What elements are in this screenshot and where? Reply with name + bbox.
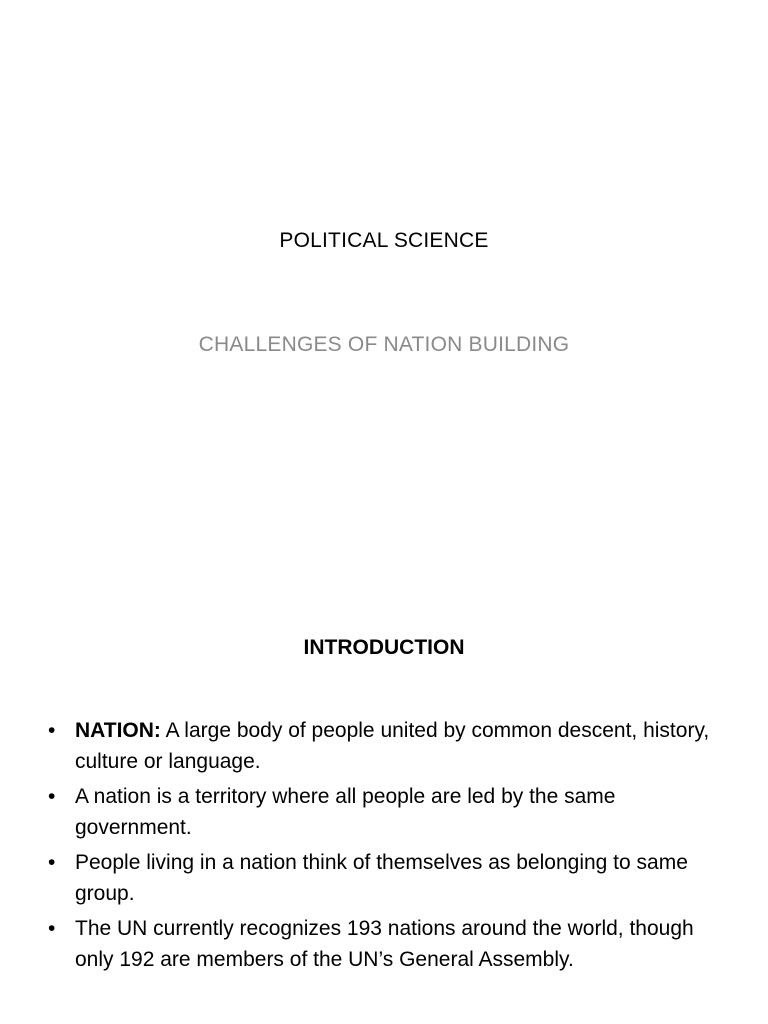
bullet-item [48, 914, 728, 975]
introduction-slide [0, 576, 768, 1024]
slide-subtitle: CHALLENGES OF NATION BUILDING [198, 333, 570, 356]
bullet-text: A nation is a territory where all people are led by the same government. [75, 785, 616, 839]
bullet-item [48, 716, 728, 777]
slide-title: POLITICAL SCIENCE [279, 229, 489, 252]
bullet-icon: • [48, 785, 56, 808]
bullet-icon: • [48, 719, 56, 742]
bullet-item [48, 848, 728, 909]
bullet-term: NATION: [75, 719, 161, 742]
bullet-text: People living in a nation think of themselves as belonging to same group. [75, 851, 688, 905]
bullet-list [48, 716, 728, 980]
bullet-item [48, 782, 728, 843]
introduction-heading: INTRODUCTION [303, 636, 465, 659]
bullet-text: The UN currently recognizes 193 nations around the world, though only 192 are members of the UN’s General Assembly. [75, 917, 694, 971]
bullet-icon: • [48, 851, 56, 874]
bullet-icon: • [48, 917, 56, 940]
bullet-text: A large body of people united by common descent, history, culture or language. [75, 719, 710, 773]
